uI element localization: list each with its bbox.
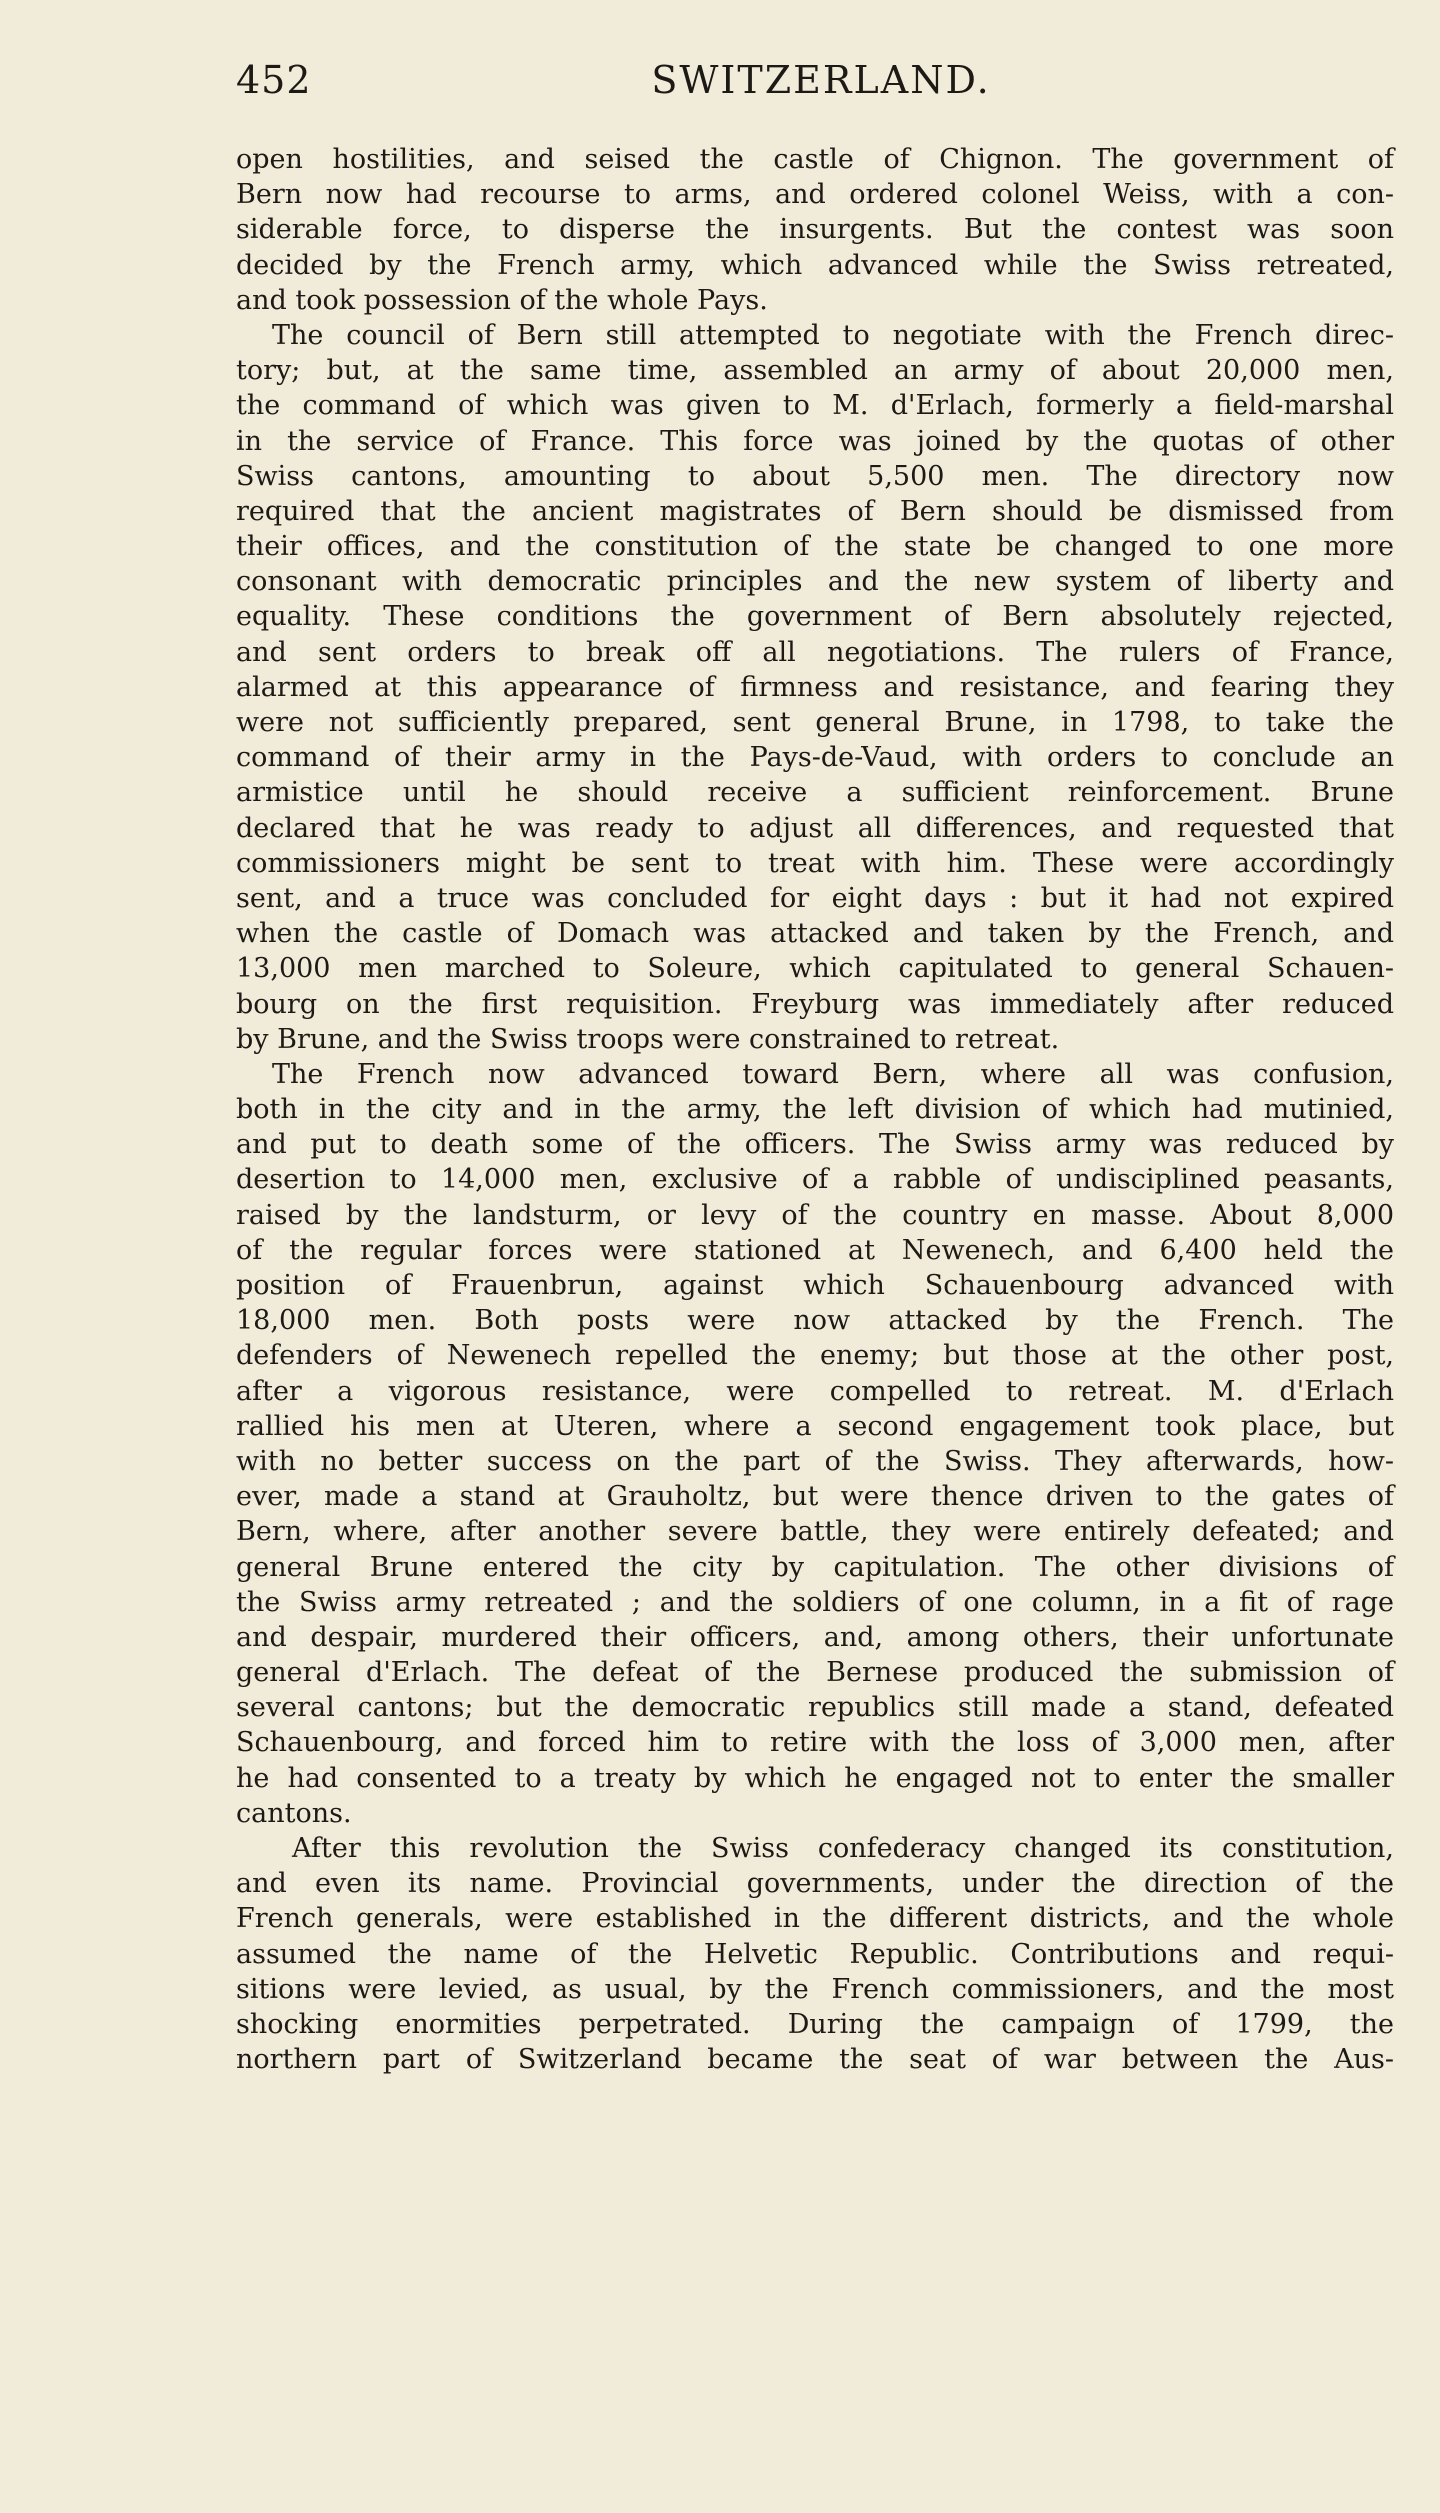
running-title: SWITZERLAND.	[651, 58, 991, 102]
text-line: cantons.	[236, 1797, 352, 1829]
text-line: defenders of Newenech repelled the enemy; but those at the other post,	[236, 1340, 1394, 1372]
text-line: assumed the name of the Helvetic Republic. Contributions and requi-	[236, 1938, 1394, 1970]
text-line: raised by the landsturm, or levy of the country en masse. About 8,000	[236, 1199, 1394, 1231]
text-line: several cantons; but the democratic republics still made a stand, defeated	[236, 1692, 1394, 1724]
text-line: commissioners might be sent to treat with him. These were accordingly	[236, 847, 1394, 879]
text-line: bourg on the first requisition. Freyburg was immediately after reduced	[236, 988, 1394, 1020]
text-line: rallied his men at Uteren, where a second engagement took place, but	[236, 1410, 1394, 1442]
text-line: of the regular forces were stationed at Newenech, and 6,400 held the	[236, 1234, 1394, 1266]
text-line: French generals, were established in the different districts, and the whole	[236, 1903, 1394, 1935]
text-line: 13,000 men marched to Soleure, which capitulated to general Schauen-	[236, 953, 1394, 985]
text-line: required that the ancient magistrates of Bern should be dismissed from	[236, 495, 1394, 527]
text-line: consonant with democratic principles and the new system of liberty and	[236, 566, 1394, 598]
text-line: sitions were levied, as usual, by the French commissioners, and the most	[236, 1973, 1394, 2005]
text-line: with no better success on the part of the Swiss. They afterwards, how-	[236, 1445, 1394, 1477]
text-line: alarmed at this appearance of firmness and resistance, and fearing they	[236, 671, 1394, 703]
text-line: siderable force, to disperse the insurgents. But the contest was soon	[236, 214, 1394, 246]
text-line: and despair, murdered their officers, and, among others, their unfortunate	[236, 1621, 1394, 1653]
text-line: and sent orders to break off all negotiations. The rulers of France,	[236, 636, 1394, 668]
text-line: equality. These conditions the government of Bern absolutely rejected,	[236, 601, 1394, 633]
text-line: ever, made a stand at Grauholtz, but were thence driven to the gates of	[236, 1481, 1394, 1513]
text-line: he had consented to a treaty by which he engaged not to enter the smaller	[236, 1762, 1394, 1794]
text-line: and put to death some of the officers. The Swiss army was reduced by	[236, 1129, 1394, 1161]
text-line: 18,000 men. Both posts were now attacked by the French. The	[236, 1305, 1394, 1337]
text-line: position of Frauenbrun, against which Schauenbourg advanced with	[236, 1270, 1394, 1301]
text-line: command of their army in the Pays-de-Vaud, with orders to conclude an	[236, 742, 1394, 774]
text-line: in the service of France. This force was joined by the quotas of other	[236, 425, 1394, 457]
text-line: sent, and a truce was concluded for eight days : but it had not expired	[236, 882, 1394, 914]
text-line: and even its name. Provincial governments, under the direction of the	[236, 1868, 1394, 1900]
body-text	[236, 142, 1394, 2077]
paragraph-start-line: After this revolution the Swiss confederacy changed its constitution,	[292, 1833, 1394, 1864]
text-line: tory; but, at the same time, assembled an army of about 20,000 men,	[236, 355, 1394, 387]
text-line: shocking enormities perpetrated. During the campaign of 1799, the	[236, 2008, 1394, 2040]
text-line: desertion to 14,000 men, exclusive of a rabble of undisciplined peasants,	[236, 1164, 1394, 1196]
text-line: by Brune, and the Swiss troops were constrained to retreat.	[236, 1023, 1060, 1055]
text-line: both in the city and in the army, the left division of which had mutinied,	[236, 1094, 1394, 1126]
text-line: after a vigorous resistance, were compelled to retreat. M. d'Erlach	[236, 1375, 1394, 1407]
text-line: general d'Erlach. The defeat of the Bernese produced the submission of	[236, 1657, 1394, 1689]
text-line: Schauenbourg, and forced him to retire with the loss of 3,000 men, after	[236, 1727, 1394, 1759]
text-line: Bern now had recourse to arms, and ordered colonel Weiss, with a con-	[236, 179, 1394, 211]
text-line: Swiss cantons, amounting to about 5,500 men. The directory now	[236, 460, 1394, 492]
running-head	[236, 58, 1406, 108]
text-line: general Brune entered the city by capitulation. The other divisions of	[236, 1551, 1394, 1583]
page-number: 452	[236, 58, 312, 102]
paragraph-start-line: The French now advanced toward Bern, where all was confusion,	[272, 1058, 1394, 1090]
text-line: decided by the French army, which advanced while the Swiss retreated,	[236, 249, 1394, 281]
text-line: the Swiss army retreated ; and the soldiers of one column, in a fit of rage	[236, 1586, 1394, 1618]
text-line: their offices, and the constitution of the state be changed to one more	[236, 531, 1394, 563]
text-line: declared that he was ready to adjust all differences, and requested that	[236, 812, 1394, 844]
paragraph-start-line: The council of Bern still attempted to negotiate with the French direc-	[272, 319, 1394, 351]
text-line: the command of which was given to M. d'Erlach, formerly a field-marshal	[236, 390, 1394, 422]
text-line: northern part of Switzerland became the seat of war between the Aus-	[236, 2044, 1394, 2076]
text-line: when the castle of Domach was attacked and taken by the French, and	[236, 918, 1394, 950]
text-line: and took possession of the whole Pays.	[236, 284, 768, 316]
text-line: armistice until he should receive a sufficient reinforcement. Brune	[236, 777, 1394, 809]
text-line: Bern, where, after another severe battle, they were entirely defeated; and	[236, 1516, 1394, 1548]
text-line: were not sufficiently prepared, sent general Brune, in 1798, to take the	[236, 707, 1394, 738]
text-line: open hostilities, and seised the castle of Chignon. The government of	[236, 144, 1394, 175]
